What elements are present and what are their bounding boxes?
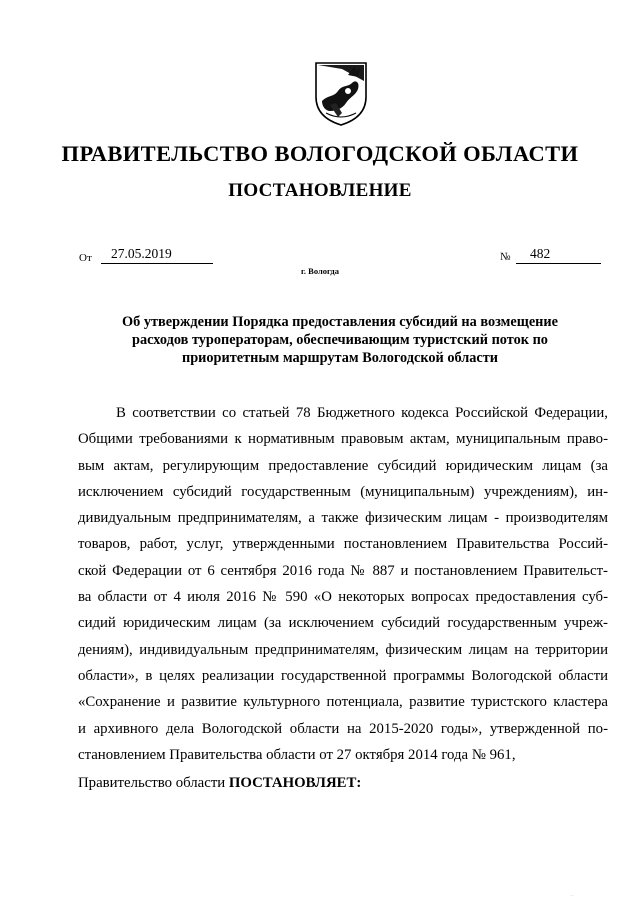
coat-of-arms-icon (312, 61, 370, 127)
city-label: г. Вологда (301, 266, 339, 276)
number-field (516, 246, 601, 264)
decree-prefix: Правительство области (78, 775, 229, 791)
body-line: ва области от 4 июля 2016 № 590 «О некоторых вопросах предоставления суб- (78, 589, 608, 606)
body-paragraph (78, 400, 608, 768)
government-title: ПРАВИТЕЛЬСТВО ВОЛОГОДСКОЙ ОБЛАСТИ (61, 141, 579, 166)
date-prefix: От (79, 252, 92, 264)
body-line: области», в целях реализации государственной программы Вологодской области (78, 667, 608, 684)
body-line: ской Федерации от 6 сентября 2016 года № 887 и постановлением Правительст- (78, 562, 608, 579)
body-line: товаров, работ, услуг, утвержденными постановлением Правительства Россий- (78, 536, 608, 553)
body-line: сидий юридическим лицам (за исключением субсидий государственным учреж- (78, 615, 608, 632)
number-prefix: № (500, 251, 511, 263)
body-line: «Сохранение и развитие культурного потенциала, развитие туристского кластера (78, 694, 608, 711)
body-line: дивидуальным предпринимателям, а также физическим лицам - производителям (78, 510, 608, 527)
body-line: становлением Правительства области от 27 октября 2014 года № 961, (78, 746, 516, 763)
body-line: и архивного дела Вологодской области на 2015-2020 годы», утвержденной по- (78, 720, 608, 737)
document-type: ПОСТАНОВЛЕНИЕ (228, 180, 412, 201)
body-line: дениям), индивидуальным предпринимателям, физическим лицам на территории (78, 641, 608, 658)
subject-line: приоритетным маршрутам Вологодской области (181, 350, 499, 366)
date-field (101, 246, 213, 264)
decree-line (78, 775, 361, 792)
document-subject (95, 313, 585, 367)
body-line: В соответствии со статьей 78 Бюджетного кодекса Российской Федерации, (116, 405, 608, 421)
body-line: Общими требованиями к нормативным правовым актам, муниципальным право- (78, 431, 608, 448)
subject-line: Об утверждении Порядка предоставления субсидий на возмещение (121, 314, 559, 330)
subject-line: расходов туроператорам, обеспечивающим туристский поток по (132, 332, 548, 348)
footer-mark: ˙˙ (570, 895, 574, 901)
document-number: 482 (530, 246, 551, 261)
document-date: 27.05.2019 (111, 246, 172, 261)
body-line: исключением субсидий государственным (муниципальным) учреждениям), ин- (78, 483, 608, 500)
decree-word: ПОСТАНОВЛЯЕТ: (228, 775, 362, 791)
body-line: вым актам, регулирующим предоставление субсидий юридическим лицам (за (78, 457, 608, 474)
